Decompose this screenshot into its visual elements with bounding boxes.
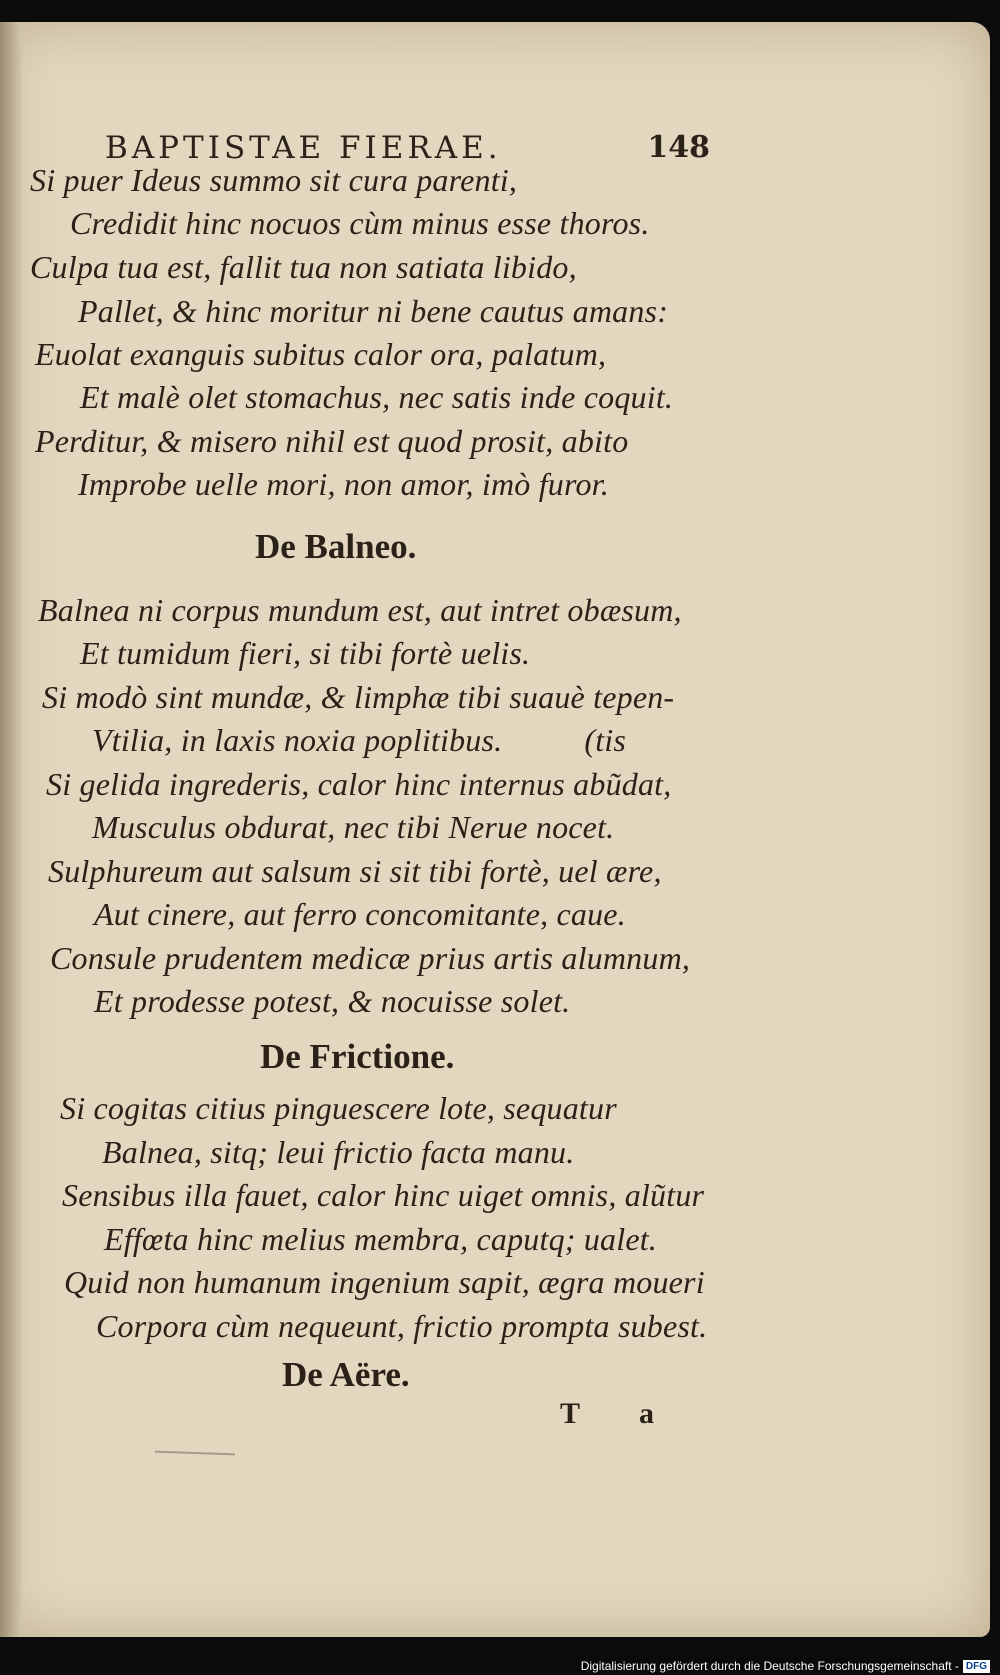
verse-line: Si modò sint mundæ, & limphæ tibi suauè tepen- [42, 679, 675, 715]
verse-line: Improbe uelle mori, non amor, imò furor. [78, 466, 609, 502]
verse-line: Et malè olet stomachus, nec satis inde coquit. [80, 379, 674, 415]
dfg-logo: DFG [963, 1660, 990, 1673]
verse-line: Culpa tua est, fallit tua non satiata libido, [30, 249, 577, 285]
book-page [0, 22, 990, 1637]
page-number: 148 [647, 130, 710, 165]
verse-line: Effœta hinc melius membra, caputq; ualet. [104, 1221, 658, 1257]
pencil-mark [155, 1451, 235, 1456]
verse-line: Balnea ni corpus mundum est, aut intret obæsum, [38, 592, 682, 628]
verse-line: Consule prudentem medicæ prius artis alumnum, [50, 940, 691, 976]
running-head-title: BAPTISTAE FIERAE. [105, 130, 502, 166]
section-heading-aere: De Aëre. [282, 1355, 410, 1394]
verse-line: Et prodesse potest, & nocuisse solet. [94, 983, 571, 1019]
digitization-credit [581, 1659, 990, 1673]
section-heading-frictione: De Frictione. [260, 1037, 455, 1076]
verse-line: Si puer Ideus summo sit cura parenti, [30, 162, 518, 198]
page-gutter [0, 22, 22, 1637]
verse-line: Balnea, sitq; leui frictio facta manu. [102, 1134, 575, 1170]
verse-line: Si cogitas citius pinguescere lote, sequatur [60, 1090, 617, 1126]
verse-line: Sensibus illa fauet, calor hinc uiget omnis, alũtur [62, 1177, 705, 1213]
verse-line: Aut cinere, aut ferro concomitante, caue. [94, 896, 626, 932]
verse-line: Vtilia, in laxis noxia poplitibus. (tis [92, 722, 627, 758]
signature-mark: T a [560, 1397, 680, 1430]
verse-line: Quid non humanum ingenium sapit, ægra moueri [64, 1264, 705, 1300]
verse-line: Et tumidum fieri, si tibi fortè uelis. [80, 635, 531, 671]
credit-text: Digitalisierung gefördert durch die Deutsche Forschungsgemeinschaft - [580, 1659, 959, 1673]
verse-line: Sulphureum aut salsum si sit tibi fortè, uel ære, [48, 853, 662, 889]
verse-line: Credidit hinc nocuos cùm minus esse thoros. [70, 205, 650, 241]
verse-line: Corpora cùm nequeunt, frictio prompta subest. [96, 1308, 708, 1344]
verse-line: Euolat exanguis subitus calor ora, palatum, [35, 336, 607, 372]
verse-line: Musculus obdurat, nec tibi Nerue nocet. [92, 809, 615, 845]
verse-line: Si gelida ingrederis, calor hinc internus abũdat, [46, 766, 672, 802]
section-heading-balneo: De Balneo. [255, 527, 417, 566]
verse-line: Perditur, & misero nihil est quod prosit, abito [35, 423, 629, 459]
verse-line: Pallet, & hinc moritur ni bene cautus amans: [78, 293, 669, 329]
